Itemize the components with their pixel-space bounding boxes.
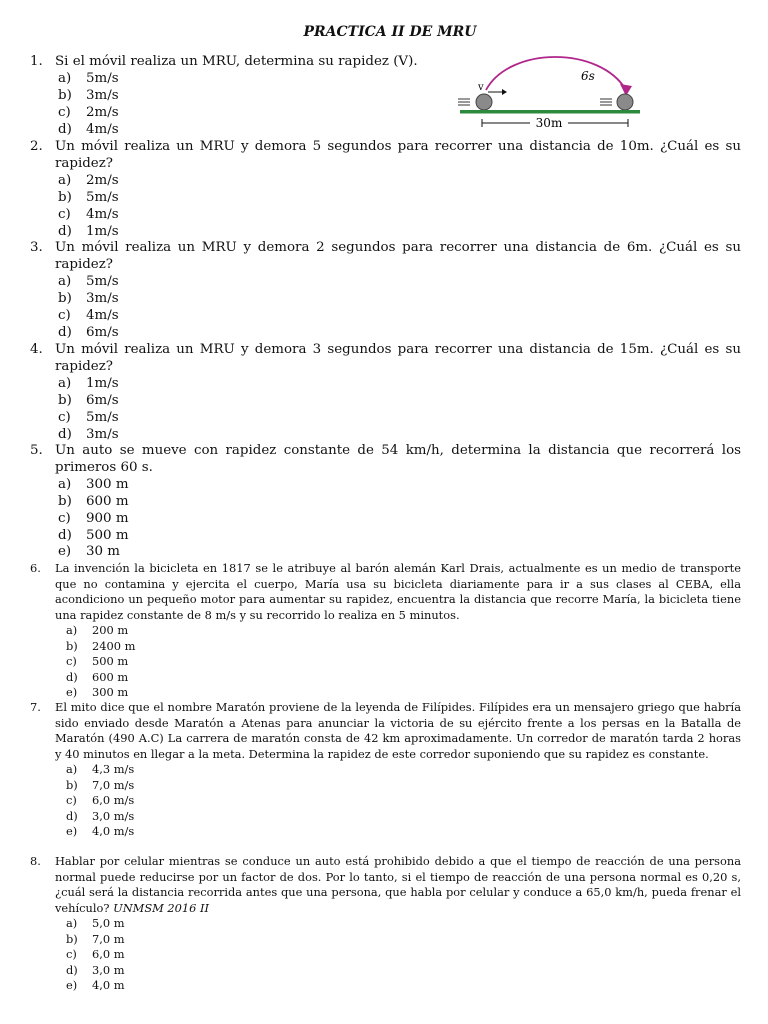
option-item <box>66 932 741 948</box>
option-text: 500 m <box>92 654 129 668</box>
option-item <box>66 639 741 655</box>
option-text: 6,0 m <box>92 947 125 961</box>
question-text: Un móvil realiza un MRU y demora 5 segundos para recorrer una distancia de 10m. ¿Cuál es su rapidez? <box>55 139 741 171</box>
time-label: 6s <box>581 69 595 83</box>
option-text: 7,0 m/s <box>92 777 135 792</box>
option-text: 3m/s <box>86 290 119 306</box>
mru-diagram-svg <box>450 50 650 135</box>
option-text: 2400 m <box>92 638 136 653</box>
option-letter: b) <box>58 392 72 408</box>
option-text: 5m/s <box>86 409 119 425</box>
question-text: Hablar por celular mientras se conduce un auto está prohibido debido a que el tiempo de reacción de una persona normal puede reducirse por un factor de dos. Por lo tanto, si el tiempo de reacción de una persona normal es 0,20 s, ¿cuál será la distancia recorrida antes que una persona, que habla por celular y conduce a 65,0 km/h, pueda frenar el vehículo? <box>55 854 741 915</box>
question-text: Si el móvil realiza un MRU, determina su rapidez (V). <box>55 54 418 69</box>
option-text: 4,0 m <box>92 978 125 992</box>
question-number: 3. <box>30 240 43 255</box>
option-item <box>58 477 741 494</box>
question-number: 6. <box>30 561 41 575</box>
option-text: 5,0 m <box>92 916 125 930</box>
option-item <box>66 963 741 979</box>
option-letter: d) <box>66 808 78 823</box>
option-text: 4m/s <box>86 121 119 137</box>
option-item <box>58 105 440 122</box>
question-text: Un móvil realiza un MRU y demora 3 segundos para recorrer una distancia de 15m. ¿Cuál es su rapidez? <box>55 342 741 374</box>
option-text: 6m/s <box>86 392 119 408</box>
option-letter: a) <box>58 273 72 289</box>
distance-label: 30m <box>535 116 563 130</box>
option-letter: c) <box>58 206 71 222</box>
question-number: 1. <box>30 54 43 69</box>
option-item <box>58 528 741 545</box>
option-letter: d) <box>58 121 72 137</box>
option-text: 3m/s <box>86 426 119 442</box>
question-number: 4. <box>30 342 43 357</box>
question-6 <box>30 561 741 701</box>
option-item <box>66 778 741 794</box>
option-text: 5m/s <box>86 70 119 86</box>
option-letter: d) <box>58 527 72 543</box>
option-item <box>66 916 741 932</box>
option-letter: a) <box>58 375 72 391</box>
question-7 <box>30 700 741 840</box>
trajectory-arc <box>486 57 626 90</box>
page-title: PRACTICA II DE MRU <box>303 24 477 40</box>
option-text: 2m/s <box>86 104 119 120</box>
option-letter: e) <box>58 544 72 560</box>
option-letter: b) <box>58 87 72 103</box>
option-text: 6m/s <box>86 324 119 340</box>
question-1 <box>30 54 440 139</box>
option-text: 3,0 m <box>92 962 125 977</box>
option-text: 900 m <box>86 510 129 526</box>
option-item <box>58 173 741 190</box>
option-letter: c) <box>66 793 77 807</box>
option-letter: b) <box>66 638 78 653</box>
option-letter: a) <box>58 70 72 86</box>
option-item <box>66 809 741 825</box>
question-4 <box>30 342 741 443</box>
option-letter: a) <box>58 476 72 492</box>
option-item <box>58 410 741 427</box>
option-item <box>66 947 741 963</box>
option-item <box>58 291 741 308</box>
option-letter: c) <box>58 510 71 526</box>
option-item <box>58 274 741 291</box>
question-2 <box>30 139 741 240</box>
option-letter: c) <box>66 654 77 668</box>
option-text: 7,0 m <box>92 931 125 946</box>
option-item <box>58 122 440 139</box>
question-number: 5. <box>30 443 43 458</box>
option-text: 1m/s <box>86 223 119 239</box>
option-letter: b) <box>58 290 72 306</box>
option-item <box>58 427 741 444</box>
option-item <box>66 623 741 639</box>
option-item <box>58 494 741 511</box>
option-text: 6,0 m/s <box>92 793 135 807</box>
option-item <box>66 654 741 670</box>
option-item <box>58 511 741 528</box>
option-item <box>58 544 741 561</box>
option-letter: b) <box>66 931 78 946</box>
ball-start <box>476 94 492 110</box>
option-item <box>58 308 741 325</box>
question-source: UNMSM 2016 II <box>113 900 210 915</box>
option-letter: d) <box>66 669 78 684</box>
question-text: El mito dice que el nombre Maratón proviene de la leyenda de Filípides. Filípides era un mensajero griego que habría sido enviado desde Maratón a Atenas para anunciar la victoria de su ejército frente a los persas en la Batalla de Maratón (490 A.C) La carrera de maratón consta de 42 km aproximadamente. Un corredor de maratón tarda 2 horas y 40 minutos en llegar a la meta. Determina la rapidez de este corredor suponiendo que su rapidez es constante. <box>55 700 741 761</box>
option-text: 1m/s <box>86 375 119 391</box>
option-letter: a) <box>66 762 78 776</box>
option-item <box>58 71 440 88</box>
option-letter: d) <box>58 324 72 340</box>
option-text: 2m/s <box>86 172 119 188</box>
option-item <box>58 190 741 207</box>
question-text: La invención la bicicleta en 1817 se le atribuye al barón alemán Karl Drais, actualmente es un medio de transporte que no contamina y ejercita el cuerpo, María usa su bicicleta diariamente para ir a sus clases al CEBA, ella acondiciono un pequeño motor para aumentar su rapidez, encuentra la distancia que recorre María, la bicicleta tiene una rapidez constante de 8 m/s y su recorrido lo realiza en 5 minutos. <box>55 561 741 622</box>
option-item <box>58 393 741 410</box>
question-number: 7. <box>30 700 41 714</box>
option-letter: c) <box>66 947 77 961</box>
option-text: 4,3 m/s <box>92 762 135 776</box>
option-letter: b) <box>58 493 72 509</box>
option-item <box>66 793 741 809</box>
option-item <box>58 325 741 342</box>
question-text: Un móvil realiza un MRU y demora 2 segundos para recorrer una distancia de 6m. ¿Cuál es su rapidez? <box>55 240 741 272</box>
mru-diagram <box>450 50 650 135</box>
option-letter: d) <box>66 962 78 977</box>
option-letter: a) <box>58 172 72 188</box>
option-text: 200 m <box>92 623 129 637</box>
option-letter: d) <box>58 223 72 239</box>
question-3 <box>30 240 741 341</box>
option-text: 3,0 m/s <box>92 808 135 823</box>
option-text: 3m/s <box>86 87 119 103</box>
question-5 <box>30 443 741 561</box>
option-item <box>66 762 741 778</box>
option-letter: c) <box>58 409 71 425</box>
option-item <box>58 88 440 105</box>
option-text: 600 m <box>92 669 129 684</box>
option-item <box>66 824 741 840</box>
option-text: 30 m <box>86 544 120 560</box>
option-letter: e) <box>66 824 78 838</box>
option-letter: b) <box>66 777 78 792</box>
option-text: 300 m <box>86 476 129 492</box>
question-text: Un auto se mueve con rapidez constante de 54 km/h, determina la distancia que recorrerá los primeros 60 s. <box>55 443 741 475</box>
option-letter: a) <box>66 623 78 637</box>
option-item <box>66 670 741 686</box>
option-letter: d) <box>58 426 72 442</box>
question-8 <box>30 854 741 994</box>
option-item <box>66 978 741 994</box>
option-letter: e) <box>66 685 78 699</box>
option-item <box>66 685 741 701</box>
option-text: 4m/s <box>86 206 119 222</box>
option-text: 4,0 m/s <box>92 824 135 838</box>
ball-end <box>617 94 633 110</box>
option-letter: a) <box>66 916 78 930</box>
question-number: 8. <box>30 854 41 868</box>
option-letter: c) <box>58 104 71 120</box>
option-letter: c) <box>58 307 71 323</box>
question-number: 2. <box>30 139 43 154</box>
option-text: 5m/s <box>86 189 119 205</box>
option-item <box>58 376 741 393</box>
option-item <box>58 224 741 241</box>
option-letter: b) <box>58 189 72 205</box>
option-text: 600 m <box>86 493 129 509</box>
option-text: 5m/s <box>86 273 119 289</box>
ground-line <box>460 110 640 114</box>
velocity-label: v <box>478 82 484 93</box>
option-item <box>58 207 741 224</box>
velocity-arrowhead <box>502 89 507 95</box>
option-text: 500 m <box>86 527 129 543</box>
option-text: 4m/s <box>86 307 119 323</box>
option-text: 300 m <box>92 685 129 699</box>
option-letter: e) <box>66 978 78 992</box>
